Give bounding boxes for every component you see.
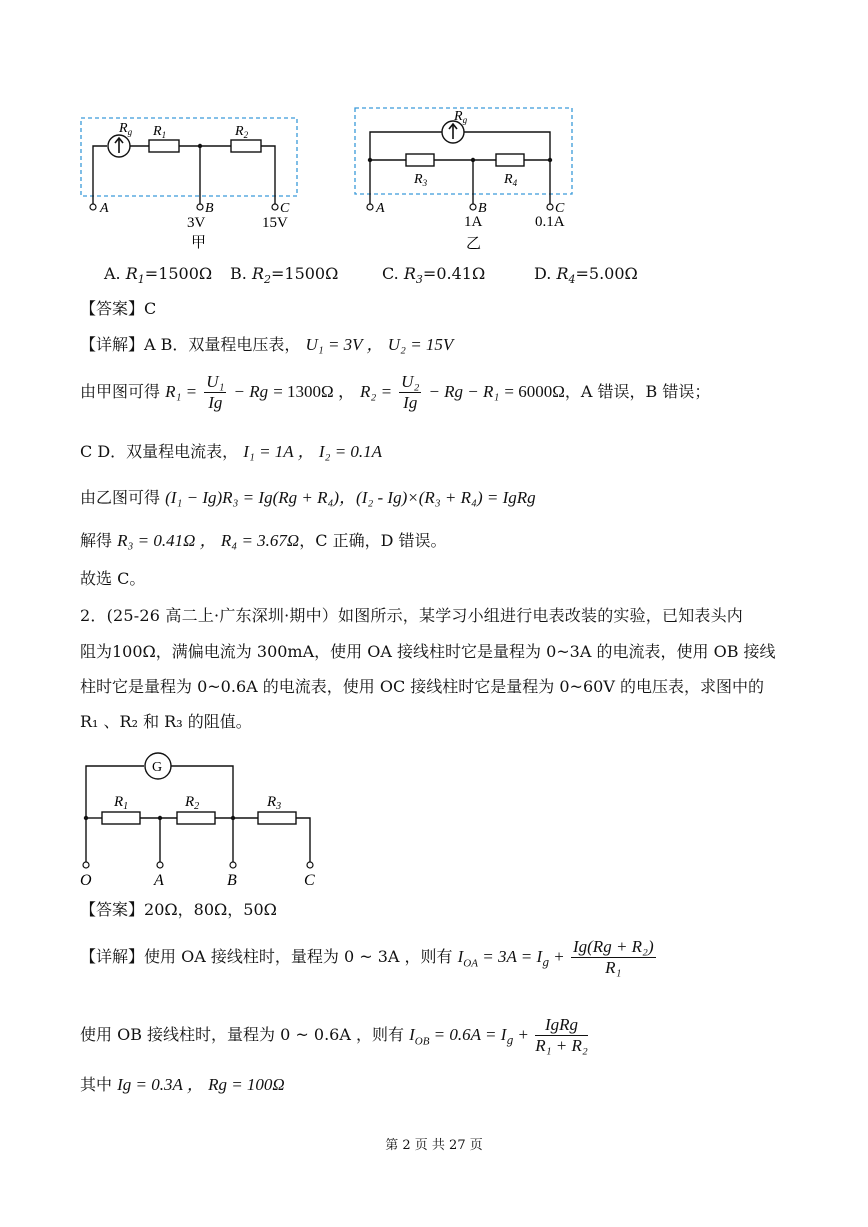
svg-text:R1: $R_1$ xyxy=(114,794,129,812)
svg-text:A: A xyxy=(376,201,385,216)
q1-detail-line1: 【详解】A B．双量程电压表， U₁ = 3V ， U₂ = 15V xyxy=(80,335,454,354)
option-a: A. $R_1=1500\Omega$ xyxy=(104,264,213,287)
q2-answer: 【答案】20Ω，80Ω，50Ω xyxy=(80,900,277,919)
q2-detail-line2: 使用 OB 接线柱时，量程为 0 ~ 0.6A ，则有 $I_{OB} = 0.6A = I_g$ + $\frac{\text{IgRg}}{\text{R₁ + R₂}}$ xyxy=(80,1015,588,1055)
svg-text:0.1A: 0.1A xyxy=(535,214,565,230)
svg-text:R2: $R_2$ xyxy=(185,794,200,812)
circuit-diagram-q2 xyxy=(70,750,340,890)
q2-line2: 阻为100Ω，满偏电流为 300mA，使用 OA 接线柱时它是量程为 0~3A 的电流表，使用 OB 接线 xyxy=(80,642,776,661)
svg-text:C: C xyxy=(280,201,290,216)
svg-text:1A: 1A xyxy=(464,214,483,230)
figure-caption-jia: 甲 xyxy=(191,235,207,251)
svg-text:C: C xyxy=(555,201,565,216)
resistor-r4 xyxy=(496,154,524,166)
option-d: D. $R_4=5.00\Omega$ xyxy=(534,264,638,287)
resistor-r1 xyxy=(149,140,179,152)
page-footer: 第 2 页 共 27 页 xyxy=(385,1138,483,1153)
q1-detail-line2: 由甲图可得 R₁ = $\frac{\text{U₁}}{Ig}$ − Rg = 1300Ω ， R₂ = $\frac{\text{U₂}}{Ig}$ − Rg − R₁ = 6000Ω，A 错误，B 错误； xyxy=(80,372,711,412)
q2-line3: 柱时它是量程为 0~0.6A 的电流表，使用 OC 接线柱时它是量程为 0~60V 的电压表，求图中的 xyxy=(80,677,764,696)
svg-text:R4: $R_4$ xyxy=(504,172,518,188)
svg-text:R2: $R_2$ xyxy=(235,124,249,140)
q2-line1: 2．(25-26 高二上·广东深圳·期中）如图所示，某学习小组进行电表改装的实验，已知表头内 xyxy=(80,606,744,625)
voltage-15v-label: 15V xyxy=(262,215,288,231)
svg-text:R3: $R_3$ xyxy=(267,794,282,812)
q1-detail-line4: 由乙图可得 (I₁ − Ig)R₃ = Ig(Rg + R₄)，(I₂ - Ig)×(R₃ + R₄) = IgRg xyxy=(80,488,536,507)
q1-detail-line3: C D．双量程电流表， I₁ = 1A ， I₂ = 0.1A xyxy=(80,442,383,461)
svg-text:B: B xyxy=(205,201,214,216)
svg-text:G: G xyxy=(152,760,163,775)
q2-detail-line1: 【详解】使用 OA 接线柱时，量程为 0 ~ 3A ，则有 $I_{OA} = 3A = I_g$ + $\frac{\text{Ig(Rg + R₂)}}{\text{R₁}}$ xyxy=(80,937,654,977)
figure-caption-yi: 乙 xyxy=(466,236,482,252)
q1-conclusion: 故选 C。 xyxy=(80,569,146,588)
circuit-diagram-jia xyxy=(75,108,315,258)
q1-detail-line5: 解得 R₃ = 0.41Ω ， R₄ = 3.67Ω，C 正确，D 错误。 xyxy=(80,531,447,550)
svg-text:Rg: $R_g$ xyxy=(119,121,133,137)
svg-text:Rg: $R_g$ xyxy=(454,109,468,125)
svg-text:R1: $R_1$ xyxy=(153,124,167,140)
svg-text:O: O xyxy=(80,872,92,889)
terminal-a-label: A xyxy=(100,201,109,216)
option-c: C. $R_3=0.41\Omega$ xyxy=(382,264,486,287)
resistor-r2 xyxy=(231,140,261,152)
svg-text:A: A xyxy=(154,872,164,889)
voltage-3v-label: 3V xyxy=(187,215,206,231)
circuit-diagram-yi xyxy=(350,100,590,258)
svg-text:B: B xyxy=(478,201,487,216)
svg-text:C: C xyxy=(304,872,315,889)
svg-text:R3: $R_3$ xyxy=(414,172,428,188)
q2-detail-line3: 其中 Ig = 0.3A ， Rg = 100Ω xyxy=(80,1075,285,1094)
svg-text:B: B xyxy=(227,872,237,889)
q1-answer: 【答案】C xyxy=(80,299,157,318)
resistor-r3 xyxy=(406,154,434,166)
q2-line4: R₁ 、R₂ 和 R₃ 的阻值。 xyxy=(80,712,252,731)
option-b: B. $R_2=1500\Omega$ xyxy=(230,264,339,287)
